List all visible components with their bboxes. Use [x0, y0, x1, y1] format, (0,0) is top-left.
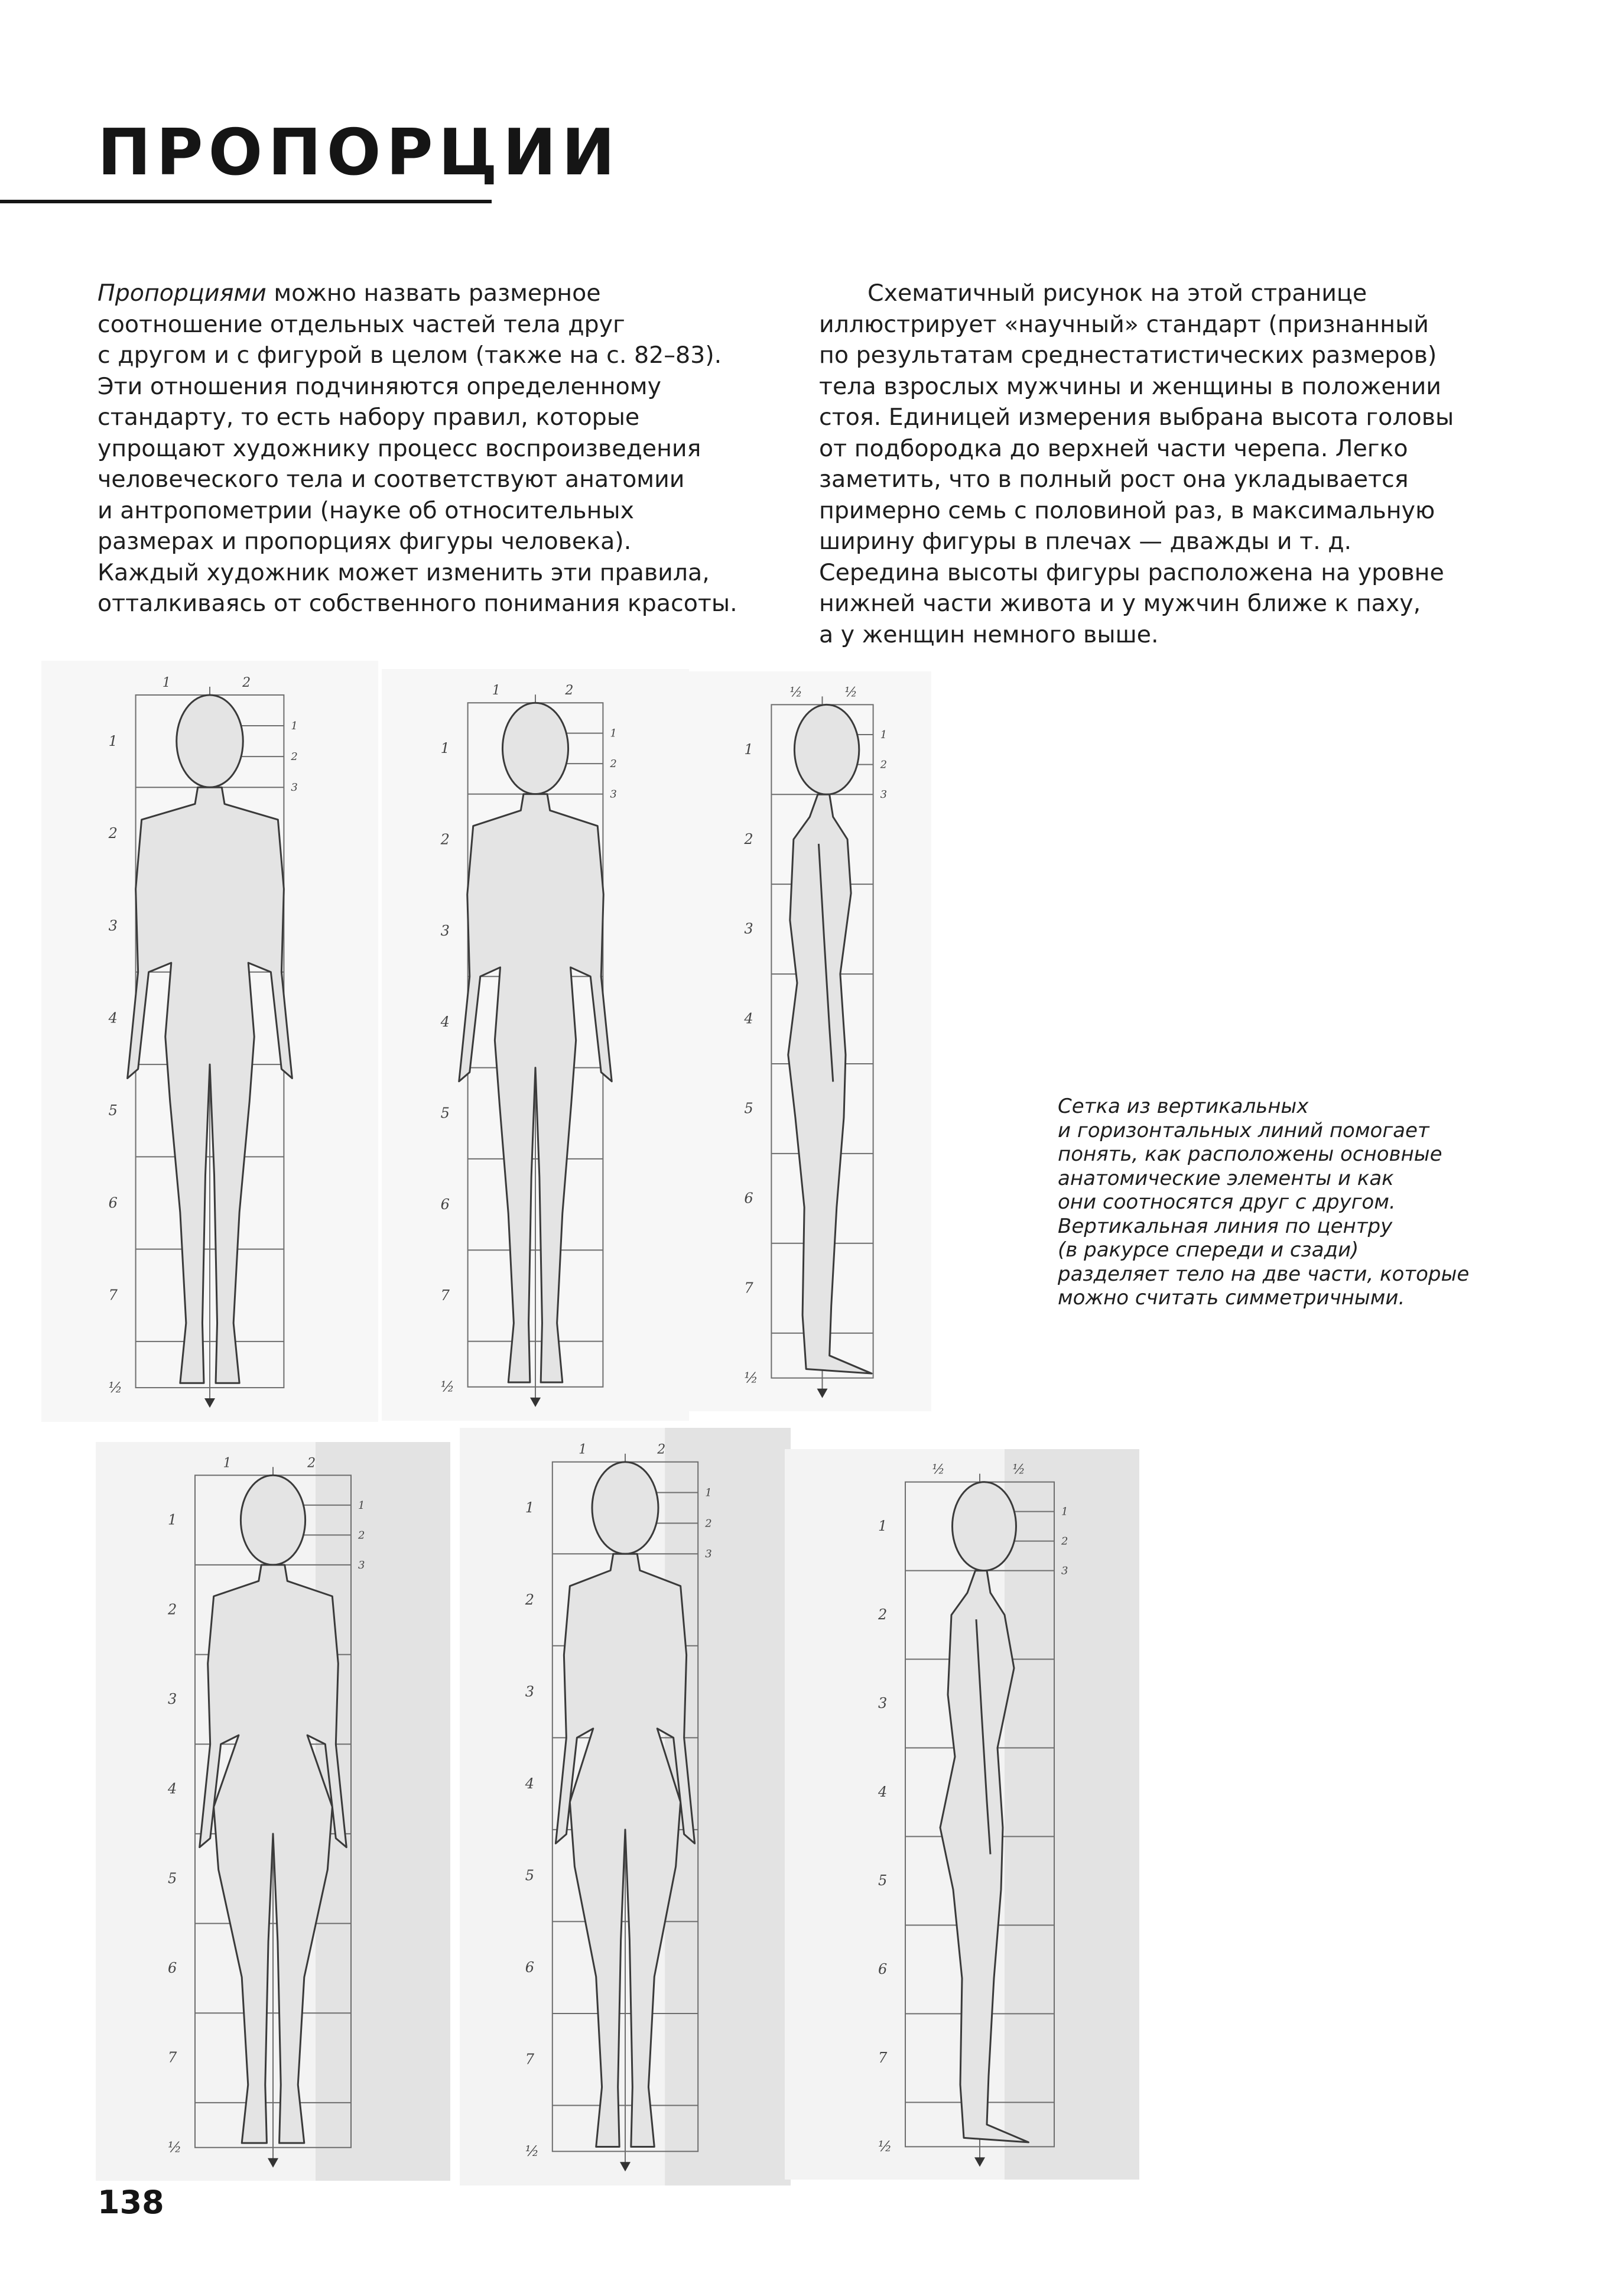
pencil-shading: [1005, 1449, 1139, 2180]
caption-line: понять, как расположены основные: [1058, 1142, 1442, 1166]
grid-row-label: 4: [108, 1009, 118, 1027]
grid-row-label: 7: [108, 1287, 118, 1304]
caption-line: они соотносятся друг с другом.: [1058, 1190, 1396, 1214]
grid-row-label: 2: [108, 825, 118, 842]
grid-row-label: ½: [525, 2143, 540, 2160]
intro-line: размерах и пропорциях фигуры человека).: [98, 528, 632, 555]
grid-row-label: 2: [525, 1591, 535, 1608]
grid-row-label: 5: [744, 1100, 753, 1117]
top-column-label: 1: [579, 1442, 587, 1457]
male-back-figure: [382, 669, 689, 1421]
head-sub-label: 2: [291, 751, 298, 764]
male-front-figure: [41, 661, 378, 1422]
head: [953, 1482, 1016, 1571]
intro-line-rest: можно назвать размерное: [266, 280, 601, 307]
scheme-line: примерно семь с половиной раз, в максимальную: [819, 496, 1435, 524]
grid-row-label: 7: [525, 2051, 535, 2068]
page-number: 138: [98, 2184, 164, 2221]
scheme-line: нижней части живота и у мужчин ближе к паху,: [819, 590, 1421, 617]
top-column-label: 2: [565, 683, 574, 699]
scheme-paragraph: [819, 278, 1499, 650]
grid-row-label: 5: [168, 1870, 177, 1887]
scheme-line: иллюстрирует «научный» стандарт (признанный: [819, 310, 1429, 338]
grid-row-label: 1: [440, 740, 450, 757]
head-sub-label: 1: [705, 1486, 712, 1499]
head-sub-label: 3: [880, 788, 888, 801]
grid-row-label: 2: [440, 831, 450, 848]
intro-line: человеческого тела и соответствуют анатомии: [98, 466, 685, 493]
head-sub-label: 3: [291, 781, 298, 794]
head: [794, 704, 859, 794]
grid-row-label: 4: [878, 1784, 888, 1801]
intro-line: [98, 278, 777, 309]
grid-row-label: 3: [878, 1695, 888, 1712]
grid-row-label: 4: [744, 1010, 753, 1027]
scheme-line: по результатам среднестатистических размеров): [819, 342, 1437, 369]
head-sub-label: 2: [358, 1529, 365, 1542]
female-front-figure: [96, 1442, 450, 2181]
caption-line: разделяет тело на две части, которые: [1058, 1262, 1470, 1286]
caption-line: можно считать симметричными.: [1058, 1286, 1405, 1310]
grid-row-label: 3: [525, 1683, 535, 1700]
grid-row-label: 5: [525, 1867, 535, 1884]
intro-line: и антропометрии (науке об относительных: [98, 496, 634, 524]
caption-line: Сетка из вертикальных: [1058, 1095, 1309, 1118]
grid-row-label: 3: [168, 1691, 177, 1707]
male-back-drawing: [382, 669, 689, 1421]
top-column-label: ½: [932, 1462, 945, 1477]
grid-row-label: 4: [525, 1775, 535, 1792]
scheme-line: стоя. Единицей измерения выбрана высота головы: [819, 404, 1454, 431]
scheme-line: Середина высоты фигуры расположена на уровне: [819, 558, 1444, 586]
grid-row-label: 1: [525, 1499, 535, 1516]
male-front-drawing: [41, 661, 378, 1422]
grid-row-label: ½: [108, 1379, 122, 1396]
female-back-figure: [460, 1428, 791, 2185]
top-column-label: 2: [307, 1456, 316, 1471]
caption-line: Вертикальная линия по центру: [1058, 1214, 1393, 1238]
grid-row-label: 6: [878, 1960, 888, 1977]
title-underline: [0, 200, 492, 203]
female-front-drawing: [96, 1442, 450, 2181]
head: [177, 695, 243, 787]
grid-row-label: 4: [168, 1780, 177, 1797]
scheme-line: от подбородка до верхней части черепа. Легко: [819, 434, 1408, 462]
figure-caption: [1058, 1095, 1507, 1310]
head-sub-label: 2: [705, 1517, 712, 1530]
top-column-label: ½: [789, 685, 802, 700]
page-title: ПРОПОРЦИИ: [98, 116, 620, 190]
female-back-drawing: [460, 1428, 791, 2185]
grid-row-label: 7: [878, 2049, 888, 2066]
grid-row-label: 3: [108, 917, 118, 934]
grid-row-label: 6: [525, 1959, 535, 1976]
caption-line: (в ракурсе спереди и сзади): [1058, 1238, 1359, 1262]
scheme-line: заметить, что в полный рост она укладывается: [819, 466, 1409, 493]
caption-line: и горизонтальных линий помогает: [1058, 1118, 1429, 1142]
scheme-line: тела взрослых мужчины и женщины в положении: [819, 372, 1441, 400]
top-column-label: ½: [844, 685, 857, 700]
head: [502, 703, 568, 794]
intro-line: стандарту, то есть набору правил, которые: [98, 404, 640, 431]
grid-row-label: 1: [108, 732, 118, 749]
grid-row-label: 2: [168, 1601, 177, 1618]
grid-row-label: 7: [168, 2049, 177, 2066]
grid-row-label: 5: [878, 1872, 888, 1889]
grid-row-label: ½: [744, 1369, 758, 1386]
head-sub-label: 3: [610, 788, 617, 801]
male-side-drawing: [689, 671, 931, 1411]
grid-row-label: 5: [440, 1105, 450, 1122]
head-sub-label: 3: [705, 1548, 712, 1561]
grid-row-label: ½: [168, 2139, 182, 2156]
head: [592, 1462, 658, 1554]
grid-row-label: 7: [744, 1279, 753, 1297]
head-sub-label: 1: [1061, 1505, 1068, 1518]
head-sub-label: 1: [610, 727, 617, 740]
grid-row-label: 6: [744, 1190, 753, 1207]
grid-row-label: 2: [878, 1606, 888, 1623]
grid-row-label: 5: [108, 1102, 118, 1119]
head-sub-label: 3: [358, 1558, 365, 1571]
head-sub-label: 1: [291, 720, 298, 733]
grid-row-label: 1: [744, 741, 753, 758]
grid-row-label: 7: [440, 1287, 450, 1304]
intro-line: Эти отношения подчиняются определенному: [98, 372, 661, 400]
grid-row-label: 1: [878, 1518, 888, 1535]
intro-paragraph: [98, 278, 777, 619]
head-sub-label: 1: [358, 1499, 365, 1512]
top-column-label: 2: [242, 675, 251, 690]
grid-row-label: 6: [168, 1960, 177, 1976]
male-side-figure: [689, 671, 931, 1411]
caption-line: анатомические элементы и как: [1058, 1166, 1394, 1190]
female-side-figure: [785, 1449, 1139, 2180]
grid-row-label: 3: [440, 922, 450, 939]
top-column-label: ½: [1012, 1462, 1025, 1477]
intro-line: Каждый художник может изменить эти правила,: [98, 558, 710, 586]
grid-row-label: 3: [744, 920, 753, 937]
head-sub-label: 1: [880, 728, 888, 741]
top-column-label: 2: [657, 1442, 666, 1457]
head-sub-label: 2: [1061, 1535, 1068, 1548]
scheme-line: Схематичный рисунок на этой странице: [867, 280, 1367, 307]
head-sub-label: 2: [880, 758, 888, 771]
intro-line: соотношение отдельных частей тела друг: [98, 310, 625, 338]
female-side-drawing: [785, 1449, 1139, 2180]
head-sub-label: 2: [610, 758, 617, 771]
grid-row-label: ½: [878, 2138, 892, 2155]
grid-row-label: 4: [440, 1014, 450, 1031]
head: [241, 1475, 305, 1565]
top-column-label: 1: [492, 683, 501, 699]
grid-row-label: ½: [440, 1378, 454, 1395]
grid-row-label: 6: [108, 1194, 118, 1212]
grid-row-label: 6: [440, 1196, 450, 1213]
intro-line: отталкиваясь от собственного понимания красоты.: [98, 590, 737, 617]
top-column-label: 1: [223, 1456, 232, 1471]
grid-row-label: 2: [744, 830, 753, 847]
scheme-line: а у женщин немного выше.: [819, 621, 1159, 648]
grid-row-label: 1: [168, 1511, 177, 1528]
intro-line: упрощают художнику процесс воспроизведения: [98, 434, 701, 462]
scheme-line: ширину фигуры в плечах — дважды и т. д.: [819, 528, 1352, 555]
term-proportions: Пропорциями: [98, 280, 267, 307]
intro-line: с другом и с фигурой в целом (также на с. 82–83).: [98, 342, 722, 369]
head-sub-label: 3: [1061, 1564, 1068, 1577]
top-column-label: 1: [162, 675, 171, 690]
